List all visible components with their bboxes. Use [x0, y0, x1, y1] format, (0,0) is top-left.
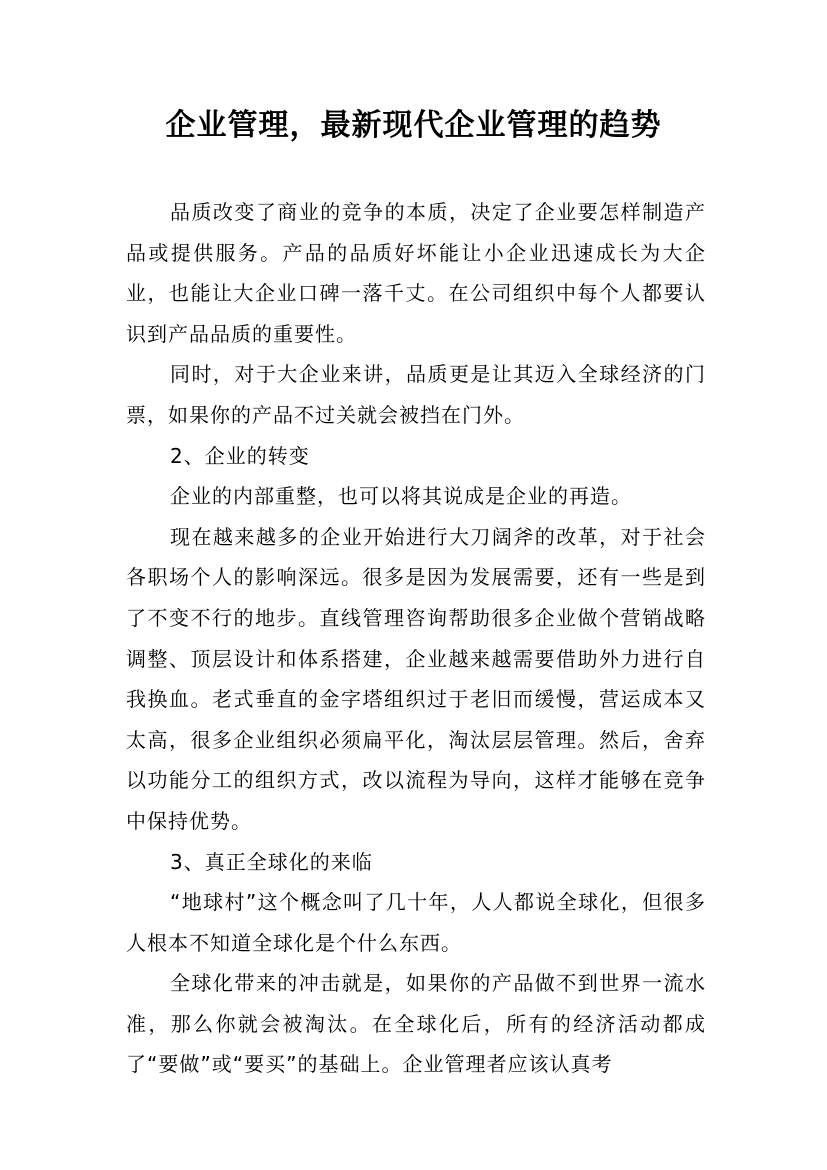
document-title: 企业管理，最新现代企业管理的趋势 [165, 108, 662, 143]
paragraph-quality-intro: 品质改变了商业的竞争的本质，决定了企业要怎样制造产品或提供服务。产品的品质好坏能让小企业迅速成长为大企业，也能让大企业口碑一落千丈。在公司组织中每个人都要认识到产品品质的重要性。 [126, 200, 706, 346]
paragraph-global-village: “地球村”这个概念叫了几十年，人人都说全球化，但很多人根本不知道全球化是个什么东西。 [126, 890, 706, 955]
paragraph-internal-restructuring: 企业的内部重整，也可以将其说成是企业的再造。 [170, 484, 632, 509]
document-body [126, 192, 706, 1085]
paragraph-reform: 现在越来越多的企业开始进行大刀阔斧的改革，对于社会各职场个人的影响深远。很多是因为发展需要，还有一些是到了不变不行的地步。直线管理咨询帮助很多企业做个营销战略调整、顶层设计和体系搭建，企业越来越需要借助外力进行自我换血。老式垂直的金字塔组织过于老旧而缓慢，营运成本又太高，很多企业组织必须扁平化，淘汰层层管理。然后，舍弃以功能分工的组织方式，改以流程为导向，这样才能够在竞争中保持优势。 [126, 524, 706, 833]
paragraph-globalization-impact: 全球化带来的冲击就是，如果你的产品做不到世界一流水准，那么你就会被淘汰。在全球化后，所有的经济活动都成了“要做”或“要买”的基础上。企业管理者应该认真考 [126, 971, 706, 1077]
section-heading-globalization: 3、真正全球化的来临 [170, 849, 373, 874]
paragraph-quality-global: 同时，对于大企业来讲，品质更是让其迈入全球经济的门票，如果你的产品不过关就会被挡在门外。 [126, 362, 706, 427]
section-heading-enterprise-change: 2、企业的转变 [170, 443, 310, 468]
